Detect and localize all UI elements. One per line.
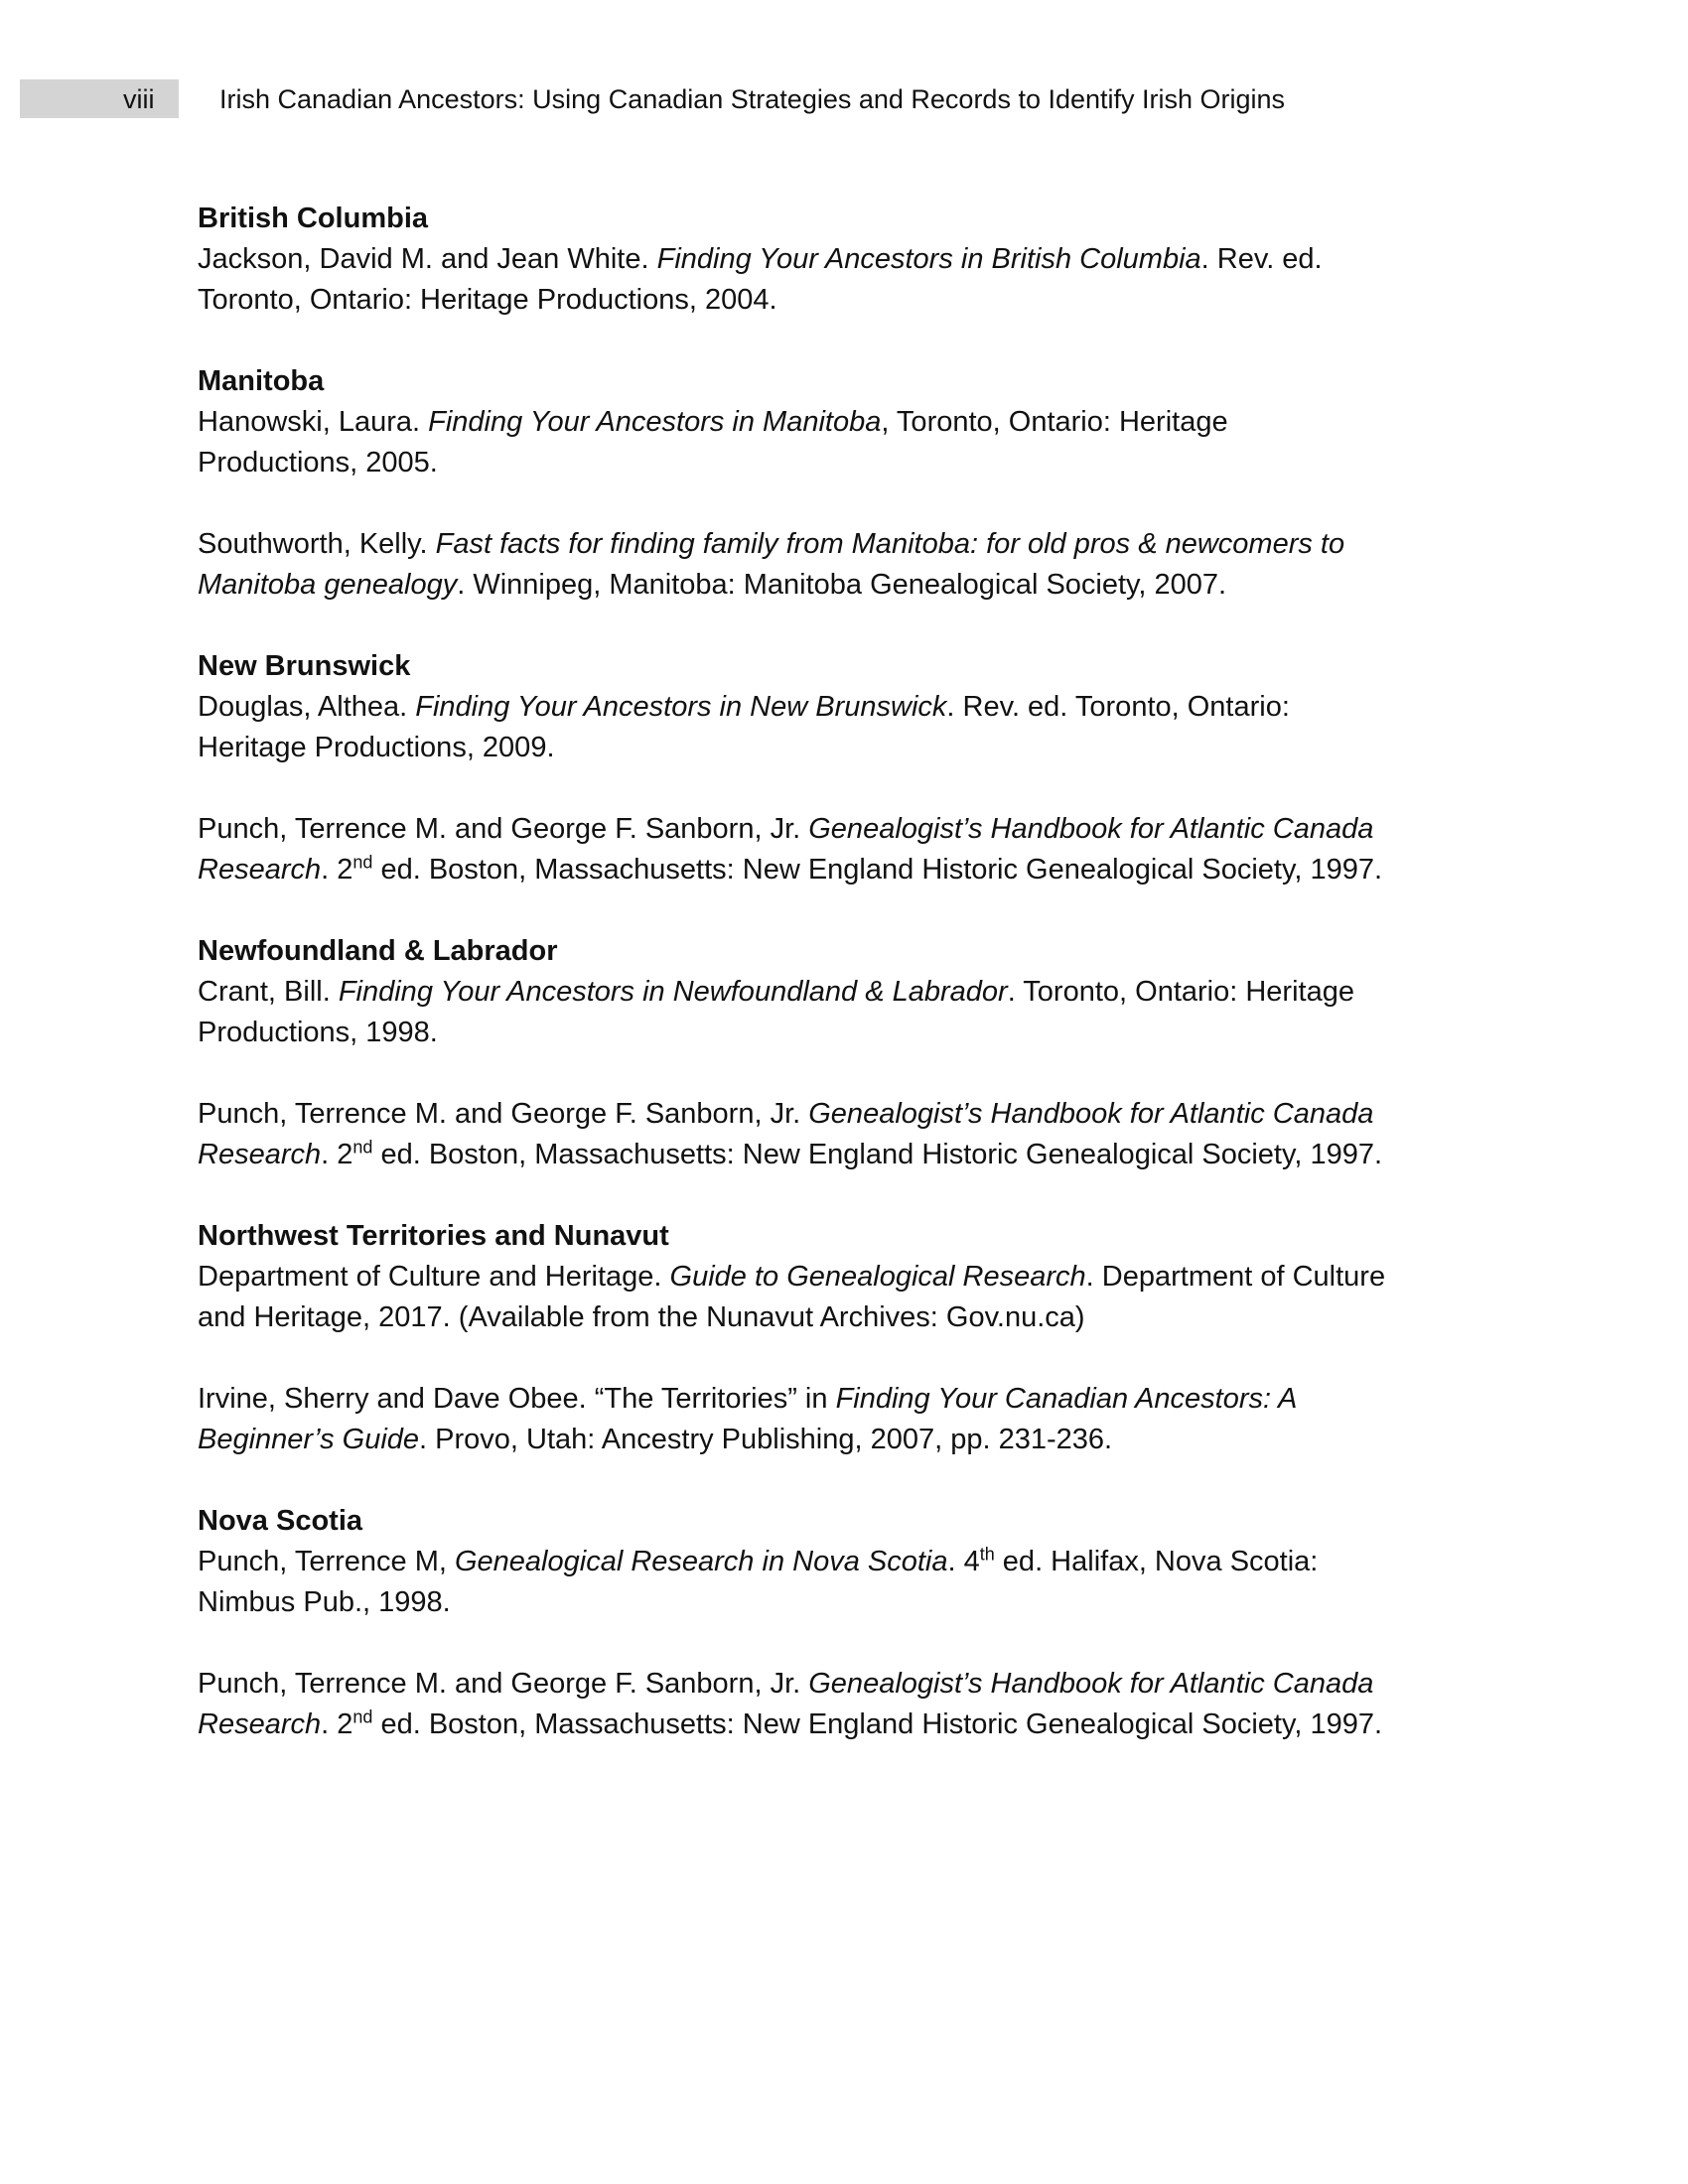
bibliography-entry xyxy=(198,972,1389,1053)
entry-author: Hanowski, Laura. xyxy=(198,406,429,438)
section-heading: Newfoundland & Labrador xyxy=(198,935,558,967)
entry-publication: . 2 xyxy=(321,854,353,886)
entry-publication: . 2 xyxy=(321,1708,353,1740)
edition-superscript: th xyxy=(979,1544,995,1565)
entry-publication: . Toronto, Ontario: Heritage Productions, 1998. xyxy=(198,976,1354,1048)
bibliography-entry xyxy=(198,239,1389,321)
section-british-columbia xyxy=(198,199,1389,321)
section-new-brunswick xyxy=(198,646,1389,890)
bibliography-entry xyxy=(198,687,1389,768)
edition-superscript: nd xyxy=(352,1137,373,1158)
entry-author: Jackson, David M. and Jean White. xyxy=(198,243,657,275)
entry-publication-rest: ed. Halifax, Nova Scotia: Nimbus Pub., 1998. xyxy=(198,1546,1319,1618)
entry-publication-rest: ed. Boston, Massachusetts: New England Historic Genealogical Society, 1997. xyxy=(372,854,1383,886)
entry-title: Genealogical Research in Nova Scotia xyxy=(454,1546,948,1577)
entry-author: Southworth, Kelly. xyxy=(198,528,436,560)
entry-title: Finding Your Ancestors in Newfoundland & Labrador xyxy=(338,976,1008,1008)
page-number: viii xyxy=(123,84,155,114)
section-northwest-territories-nunavut xyxy=(198,1216,1389,1460)
bibliography-entry xyxy=(198,1379,1389,1460)
entry-title: Fast facts for finding family from Manitoba: for old pros & newcomers to Manitoba genealogy xyxy=(198,528,1345,601)
entry-title: Finding Your Ancestors in British Columbia xyxy=(656,243,1201,275)
entry-author: Irvine, Sherry and Dave Obee. “The Territories” in xyxy=(198,1383,836,1415)
entry-publication: . Rev. ed. Toronto, Ontario: Heritage Productions, 2009. xyxy=(198,691,1290,763)
section-heading: New Brunswick xyxy=(198,650,411,682)
entry-publication: . Provo, Utah: Ancestry Publishing, 2007, pp. 231-236. xyxy=(419,1424,1113,1455)
bibliography-entry xyxy=(198,1257,1389,1338)
entry-publication: . 2 xyxy=(321,1139,353,1170)
entry-title: Finding Your Ancestors in Manitoba xyxy=(428,406,882,438)
entry-title: Finding Your Ancestors in New Brunswick xyxy=(415,691,947,723)
entry-publication: . Rev. ed. Toronto, Ontario: Heritage Productions, 2004. xyxy=(198,243,1323,316)
entry-publication-rest: ed. Boston, Massachusetts: New England Historic Genealogical Society, 1997. xyxy=(372,1708,1383,1740)
entry-title: Genealogist’s Handbook for Atlantic Canada Research xyxy=(198,1098,1374,1170)
entry-author: Punch, Terrence M. and George F. Sanborn, Jr. xyxy=(198,1098,809,1130)
bibliography-entry xyxy=(198,1542,1389,1623)
entry-publication: , Toronto, Ontario: Heritage Productions, 2005. xyxy=(198,406,1228,478)
header-page-number-bar xyxy=(20,79,179,118)
entry-title: Guide to Genealogical Research xyxy=(669,1261,1086,1293)
entry-title: Genealogist’s Handbook for Atlantic Canada Research xyxy=(198,1668,1374,1740)
page-content xyxy=(198,199,1389,1786)
entry-publication-rest: ed. Boston, Massachusetts: New England Historic Genealogical Society, 1997. xyxy=(372,1139,1383,1170)
bibliography-entry xyxy=(198,809,1389,890)
section-nova-scotia xyxy=(198,1501,1389,1745)
entry-author: Douglas, Althea. xyxy=(198,691,416,723)
section-heading: Northwest Territories and Nunavut xyxy=(198,1220,669,1252)
running-title: Irish Canadian Ancestors: Using Canadian Strategies and Records to Identify Irish Origins xyxy=(219,84,1286,114)
entry-title: Genealogist’s Handbook for Atlantic Canada Research xyxy=(198,813,1374,886)
entry-author: Punch, Terrence M, xyxy=(198,1546,455,1577)
section-heading: Nova Scotia xyxy=(198,1505,362,1537)
entry-author: Crant, Bill. xyxy=(198,976,339,1008)
edition-superscript: nd xyxy=(352,1706,373,1727)
bibliography-entry xyxy=(198,1664,1389,1745)
section-manitoba xyxy=(198,361,1389,606)
bibliography-entry xyxy=(198,524,1389,606)
entry-author: Punch, Terrence M. and George F. Sanborn, Jr. xyxy=(198,1668,809,1700)
bibliography-entry xyxy=(198,1094,1389,1175)
entry-author: Punch, Terrence M. and George F. Sanborn, Jr. xyxy=(198,813,809,845)
entry-publication: . 4 xyxy=(947,1546,980,1577)
section-heading: British Columbia xyxy=(198,203,429,234)
entry-publication: . Winnipeg, Manitoba: Manitoba Genealogical Society, 2007. xyxy=(457,569,1227,601)
entry-author: Department of Culture and Heritage. xyxy=(198,1261,670,1293)
edition-superscript: nd xyxy=(352,852,373,873)
bibliography-entry xyxy=(198,402,1389,483)
entry-publication: . Department of Culture and Heritage, 2017. (Available from the Nunavut Archives: Gov.nu.ca) xyxy=(198,1261,1386,1333)
section-heading: Manitoba xyxy=(198,365,325,397)
entry-title: Finding Your Canadian Ancestors: A Beginner’s Guide xyxy=(198,1383,1297,1455)
section-newfoundland-labrador xyxy=(198,931,1389,1175)
